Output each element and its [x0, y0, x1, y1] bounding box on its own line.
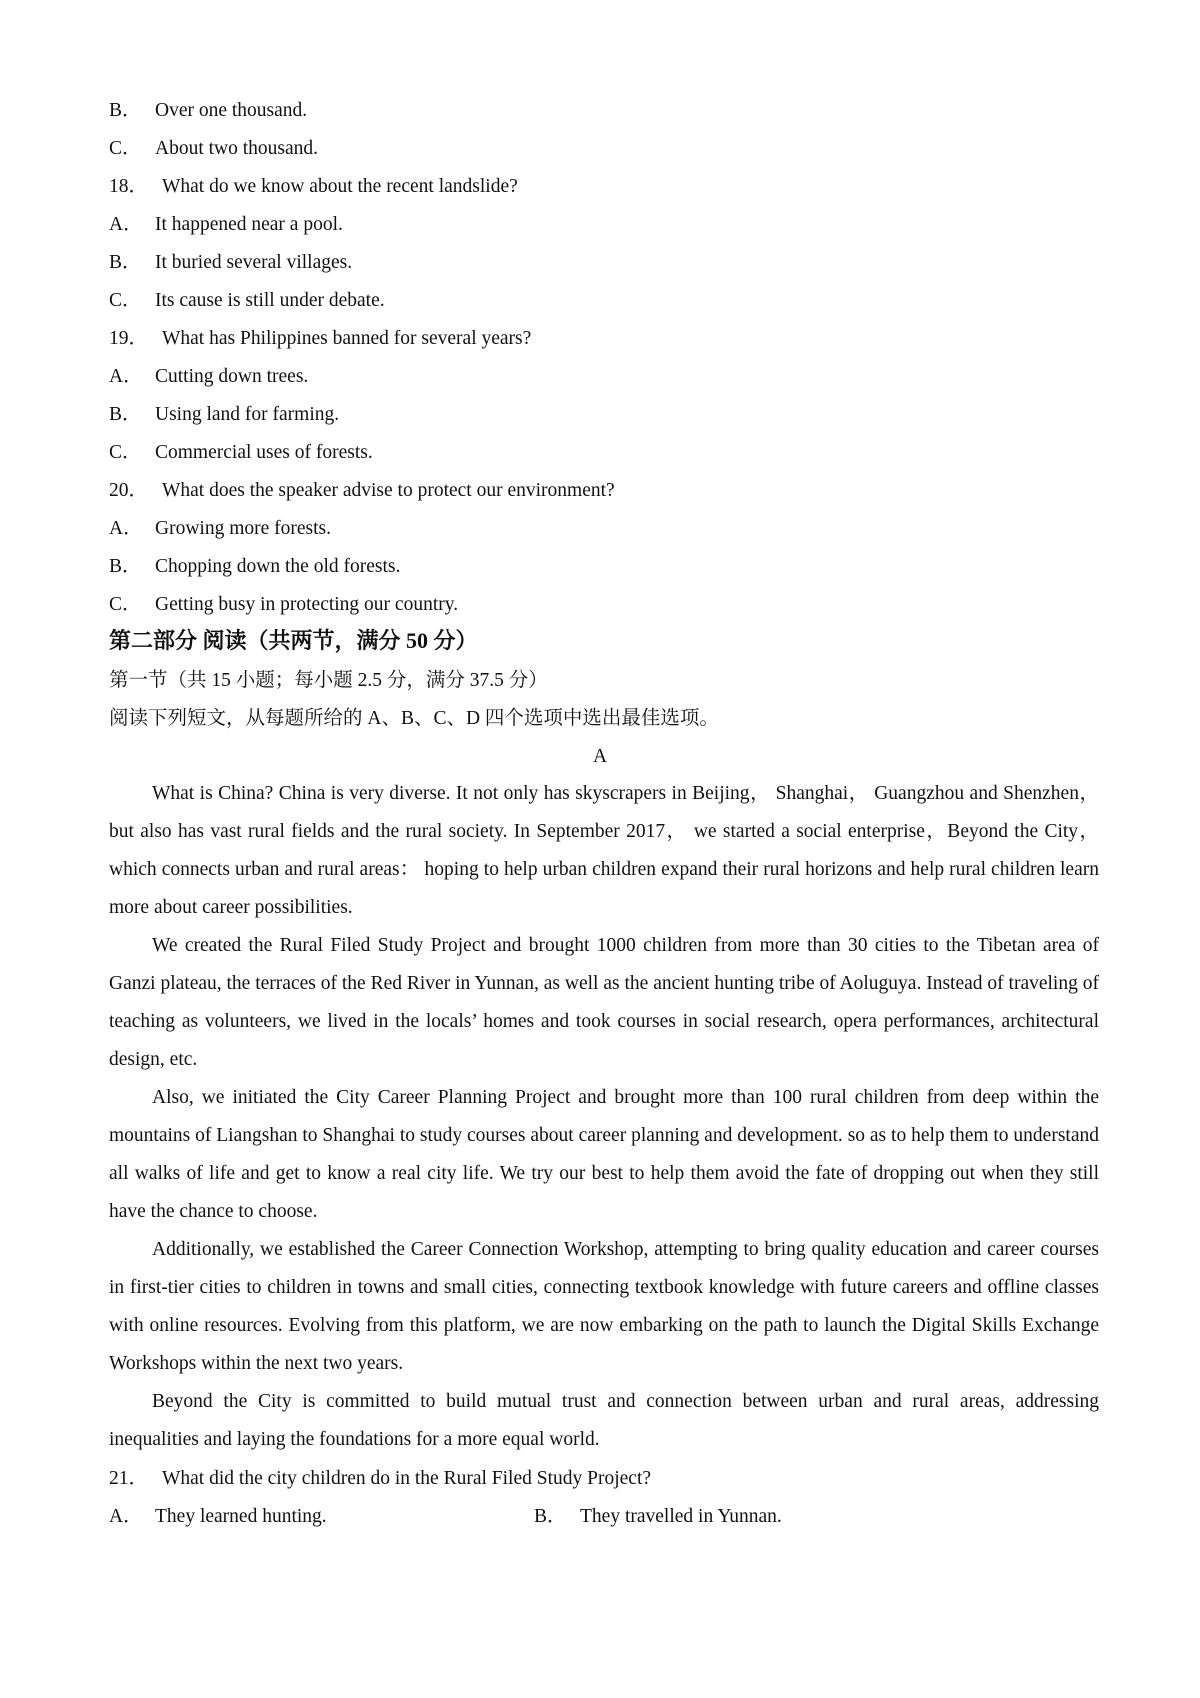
option-text: Commercial uses of forests.: [155, 442, 373, 463]
option-text: Chopping down the old forests.: [155, 556, 401, 577]
q19-option-a: [109, 365, 308, 389]
part-title: 第二部分 阅读（共两节，满分 50 分）: [109, 628, 478, 653]
option-label: C．: [109, 442, 142, 463]
option-label: C．: [109, 138, 142, 159]
option-label: B．: [109, 252, 142, 273]
option-label: A．: [109, 366, 143, 387]
question-number: 18．: [109, 176, 149, 197]
q19-option-c: [109, 441, 373, 465]
option-text: Cutting down trees.: [155, 366, 309, 387]
option-text: Over one thousand.: [155, 100, 308, 121]
q20-option-c: [109, 593, 458, 617]
option-label: B．: [534, 1506, 567, 1527]
question-text: What do we know about the recent landslide?: [162, 176, 518, 197]
option-label: A．: [109, 214, 143, 235]
q21-option-a: [109, 1505, 327, 1529]
option-label: C．: [109, 594, 142, 615]
question-19: [109, 327, 531, 351]
option-text: It happened near a pool.: [155, 214, 343, 235]
question-21: [109, 1467, 651, 1491]
q20-option-b: [109, 555, 400, 579]
q17-option-b: [109, 99, 307, 123]
option-text: Using land for farming.: [155, 404, 340, 425]
passage-paragraph-2: We created the Rural Filed Study Project and brought 1000 children from more than 30 cities to the Tibetan area of Ganzi plateau, the terraces of the Red River in Yunnan, as well as the ancient hunting tribe of Aoluguya. Instead of traveling of teaching as volunteers, we lived in the locals’ homes and took courses in social research, opera performances, architectural design, etc.: [109, 935, 1099, 1070]
option-text: Growing more forests.: [155, 518, 332, 539]
option-text: About two thousand.: [155, 138, 319, 159]
question-18: [109, 175, 518, 199]
option-label: C．: [109, 290, 142, 311]
q21-option-b: [534, 1505, 782, 1529]
q19-option-b: [109, 403, 339, 427]
option-label: B．: [109, 404, 142, 425]
section-title: 第一节（共 15 小题；每小题 2.5 分，满分 37.5 分）: [109, 670, 548, 691]
instruction-text: 阅读下列短文，从每题所给的 A、B、C、D 四个选项中选出最佳选项。: [109, 708, 719, 729]
question-number: 21．: [109, 1468, 149, 1489]
option-text: Getting busy in protecting our country.: [155, 594, 459, 615]
question-text: What does the speaker advise to protect our environment?: [162, 480, 615, 501]
option-text: They travelled in Yunnan.: [580, 1506, 782, 1527]
option-label: A．: [109, 518, 143, 539]
passage-paragraph-3: Also, we initiated the City Career Planning Project and brought more than 100 rural children from deep within the mountains of Liangshan to Shanghai to study courses about career planning and development. so as to help them to understand all walks of life and get to know a real city life. We try our best to help them avoid the fate of dropping out when they still have the chance to choose.: [109, 1087, 1099, 1222]
q20-option-a: [109, 517, 331, 541]
q18-option-c: [109, 289, 385, 313]
passage-paragraph-1: What is China? China is very diverse. It not only has skyscrapers in Beijing， Shanghai， Guangzhou and Shenzhen， but also has vast rural fields and the rural society. In September 2017， we started a social enterprise，Beyond the City， which connects urban and rural areas： hoping to help urban children expand their rural horizons and help rural children learn more about career possibilities.: [109, 783, 1099, 918]
question-number: 20．: [109, 480, 149, 501]
option-label: B．: [109, 556, 142, 577]
q18-option-a: [109, 213, 343, 237]
passage-paragraph-4: Additionally, we established the Career Connection Workshop, attempting to bring quality education and career courses in first-tier cities to children in towns and small cities, connecting textbook knowledge with future careers and offline classes with online resources. Evolving from this platform, we are now embarking on the path to launch the Digital Skills Exchange Workshops within the next two years.: [109, 1239, 1099, 1374]
passage-paragraph-5: Beyond the City is committed to build mutual trust and connection between urban and rural areas, addressing inequalities and laying the foundations for a more equal world.: [109, 1391, 1099, 1450]
q17-option-c: [109, 137, 318, 161]
question-text: What has Philippines banned for several years?: [162, 328, 532, 349]
q18-option-b: [109, 251, 352, 275]
option-text: Its cause is still under debate.: [155, 290, 385, 311]
option-text: It buried several villages.: [155, 252, 353, 273]
question-number: 19．: [109, 328, 149, 349]
passage-label: A: [592, 746, 608, 767]
option-text: They learned hunting.: [155, 1506, 327, 1527]
question-text: What did the city children do in the Rural Filed Study Project?: [162, 1468, 652, 1489]
option-label: A．: [109, 1506, 143, 1527]
option-label: B．: [109, 100, 142, 121]
question-20: [109, 479, 615, 503]
